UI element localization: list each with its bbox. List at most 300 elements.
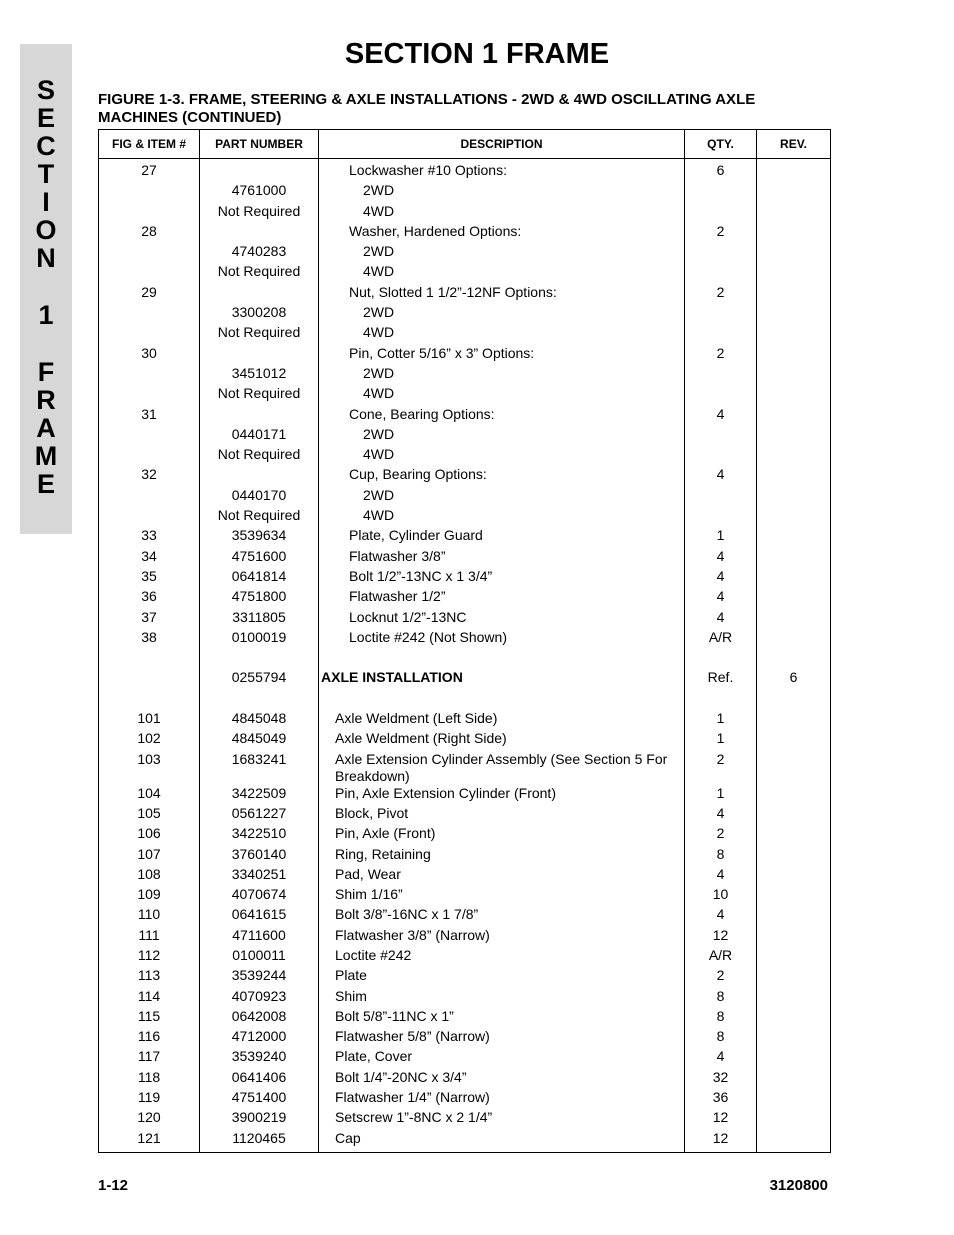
cell-description xyxy=(319,805,685,825)
cell-part-number: 3900219 xyxy=(200,1109,319,1129)
description-text: AXLE INSTALLATION xyxy=(321,669,463,686)
description-text: Bolt 1/2”-13NC x 1 3/4” xyxy=(349,567,493,584)
description-text: Pin, Axle (Front) xyxy=(335,825,436,842)
figure-title xyxy=(98,91,838,127)
cell-item: 29 xyxy=(99,284,200,304)
cell-qty: 10 xyxy=(685,886,757,906)
cell-qty: 4 xyxy=(685,1048,757,1068)
cell-item: 108 xyxy=(99,866,200,886)
cell-qty: 4 xyxy=(685,805,757,825)
cell-rev xyxy=(757,710,831,730)
cell-description xyxy=(319,967,685,987)
cell-rev xyxy=(757,263,831,283)
cell-qty: 1 xyxy=(685,730,757,750)
table-row xyxy=(99,223,831,243)
cell-description xyxy=(319,284,685,304)
cell-rev xyxy=(757,947,831,967)
cell-description xyxy=(319,548,685,568)
cell-part-number: 0440171 xyxy=(200,426,319,446)
cell-description xyxy=(319,507,685,527)
cell-qty: 4 xyxy=(685,609,757,629)
cell-part-number: 1683241 xyxy=(200,751,319,785)
cell-rev xyxy=(757,406,831,426)
cell-qty xyxy=(685,182,757,202)
cell-part-number: 3760140 xyxy=(200,846,319,866)
table-row xyxy=(99,548,831,568)
cell-part-number xyxy=(200,284,319,304)
table-row xyxy=(99,182,831,202)
table-row xyxy=(99,263,831,283)
cell-item: 118 xyxy=(99,1069,200,1089)
description-text: Loctite #242 (Not Shown) xyxy=(349,628,507,645)
cell-description xyxy=(319,886,685,906)
cell-description xyxy=(319,588,685,608)
cell-rev xyxy=(757,629,831,649)
table-row xyxy=(99,1109,831,1129)
figure-title-line2: MACHINES (CONTINUED) xyxy=(98,109,282,126)
cell-item: 114 xyxy=(99,988,200,1008)
cell-rev xyxy=(757,223,831,243)
cell-item: 110 xyxy=(99,906,200,926)
cell-rev xyxy=(757,825,831,845)
cell-description xyxy=(319,690,685,710)
description-text: 2WD xyxy=(363,182,395,199)
page-number: 1-12 xyxy=(98,1177,129,1194)
side-tab-letter: N xyxy=(36,243,56,273)
cell-rev xyxy=(757,1109,831,1129)
cell-description xyxy=(319,324,685,344)
cell-description xyxy=(319,466,685,486)
description-text: Flatwasher 3/8” (Narrow) xyxy=(335,926,490,943)
cell-item: 103 xyxy=(99,751,200,785)
cell-item: 105 xyxy=(99,805,200,825)
cell-item xyxy=(99,385,200,405)
cell-description xyxy=(319,710,685,730)
cell-part-number: 0440170 xyxy=(200,487,319,507)
description-text: Flatwasher 1/4” (Narrow) xyxy=(335,1089,490,1106)
cell-rev xyxy=(757,527,831,547)
cell-description xyxy=(319,304,685,324)
cell-description xyxy=(319,1089,685,1109)
table-row xyxy=(99,649,831,669)
table-row xyxy=(99,345,831,365)
description-text: Flatwasher 3/8” xyxy=(349,547,446,564)
cell-item xyxy=(99,426,200,446)
cell-item: 109 xyxy=(99,886,200,906)
description-text: Bolt 3/8”-16NC x 1 7/8” xyxy=(335,906,479,923)
cell-qty: Ref. xyxy=(685,669,757,689)
table-row xyxy=(99,988,831,1008)
description-text: Washer, Hardened Options: xyxy=(349,222,522,239)
cell-item xyxy=(99,507,200,527)
description-text: 2WD xyxy=(363,243,395,260)
cell-item: 36 xyxy=(99,588,200,608)
cell-part-number: 0255794 xyxy=(200,669,319,689)
cell-part-number: 0642008 xyxy=(200,1008,319,1028)
cell-description xyxy=(319,609,685,629)
column-header-item: FIG & ITEM # xyxy=(99,130,200,159)
cell-item xyxy=(99,182,200,202)
table-row xyxy=(99,730,831,750)
cell-rev xyxy=(757,846,831,866)
cell-item xyxy=(99,203,200,223)
cell-description xyxy=(319,1109,685,1129)
cell-qty: 8 xyxy=(685,988,757,1008)
description-text: Pad, Wear xyxy=(335,865,401,882)
cell-part-number xyxy=(200,223,319,243)
cell-rev xyxy=(757,203,831,223)
cell-rev xyxy=(757,967,831,987)
cell-item: 113 xyxy=(99,967,200,987)
cell-description xyxy=(319,487,685,507)
cell-qty xyxy=(685,487,757,507)
cell-rev xyxy=(757,1069,831,1089)
column-header-part-number: PART NUMBER xyxy=(200,130,319,159)
table-row xyxy=(99,866,831,886)
cell-rev xyxy=(757,182,831,202)
cell-part-number: 4070674 xyxy=(200,886,319,906)
description-text: Setscrew 1”-8NC x 2 1/4” xyxy=(335,1109,493,1126)
description-text: Plate, Cover xyxy=(335,1048,413,1065)
description-text: 2WD xyxy=(363,425,395,442)
description-text: Bolt 1/4”-20NC x 3/4” xyxy=(335,1068,467,1085)
cell-part-number xyxy=(200,159,319,183)
table-row xyxy=(99,710,831,730)
cell-part-number: Not Required xyxy=(200,263,319,283)
page-title: SECTION 1 FRAME xyxy=(344,38,610,70)
cell-description xyxy=(319,1069,685,1089)
description-text: 4WD xyxy=(363,385,395,402)
side-tab-letter: C xyxy=(36,131,56,161)
cell-description xyxy=(319,866,685,886)
description-text: 4WD xyxy=(363,263,395,280)
side-tab-letter xyxy=(20,272,72,301)
cell-part-number: Not Required xyxy=(200,446,319,466)
table-row xyxy=(99,751,831,785)
table-row xyxy=(99,446,831,466)
cell-item xyxy=(99,304,200,324)
cell-qty xyxy=(685,263,757,283)
table-row xyxy=(99,304,831,324)
table-row xyxy=(99,609,831,629)
cell-rev xyxy=(757,385,831,405)
cell-part-number: 3539240 xyxy=(200,1048,319,1068)
description-text: 2WD xyxy=(363,486,395,503)
cell-qty: 12 xyxy=(685,927,757,947)
table-row xyxy=(99,466,831,486)
cell-item xyxy=(99,487,200,507)
cell-part-number: Not Required xyxy=(200,324,319,344)
description-text: Cone, Bearing Options: xyxy=(349,405,495,422)
figure-title-line1: FIGURE 1-3. FRAME, STEERING & AXLE INSTALLATIONS - 2WD & 4WD OSCILLATING AXLE xyxy=(98,91,756,108)
cell-part-number: 0641406 xyxy=(200,1069,319,1089)
cell-rev xyxy=(757,751,831,785)
cell-qty: 8 xyxy=(685,1008,757,1028)
cell-qty xyxy=(685,385,757,405)
cell-rev xyxy=(757,466,831,486)
side-tab-letter: T xyxy=(37,159,55,189)
parts-table xyxy=(98,129,831,1153)
cell-part-number: 3300208 xyxy=(200,304,319,324)
cell-part-number: 4751600 xyxy=(200,548,319,568)
cell-qty: 4 xyxy=(685,866,757,886)
table-row xyxy=(99,785,831,805)
cell-item: 115 xyxy=(99,1008,200,1028)
description-text: Flatwasher 5/8” (Narrow) xyxy=(335,1028,490,1045)
cell-part-number: 3422509 xyxy=(200,785,319,805)
cell-qty: 12 xyxy=(685,1109,757,1129)
table-row xyxy=(99,886,831,906)
cell-rev xyxy=(757,426,831,446)
cell-description xyxy=(319,243,685,263)
cell-part-number: 4070923 xyxy=(200,988,319,1008)
cell-rev xyxy=(757,365,831,385)
cell-part-number: Not Required xyxy=(200,203,319,223)
cell-item: 33 xyxy=(99,527,200,547)
description-text: Bolt 5/8”-11NC x 1” xyxy=(335,1007,454,1024)
cell-rev xyxy=(757,1130,831,1153)
cell-rev xyxy=(757,324,831,344)
cell-description xyxy=(319,159,685,183)
table-row xyxy=(99,385,831,405)
cell-qty: 2 xyxy=(685,967,757,987)
cell-rev xyxy=(757,649,831,669)
cell-description xyxy=(319,1008,685,1028)
side-tab-letter: A xyxy=(36,413,56,443)
cell-description xyxy=(319,223,685,243)
cell-rev xyxy=(757,507,831,527)
description-text: Axle Weldment (Left Side) xyxy=(335,710,498,727)
cell-rev xyxy=(757,345,831,365)
table-row xyxy=(99,1028,831,1048)
side-tab-letter: E xyxy=(36,103,55,133)
description-text: Locknut 1/2”-13NC xyxy=(349,608,467,625)
cell-rev xyxy=(757,730,831,750)
cell-qty: 8 xyxy=(685,846,757,866)
cell-part-number: Not Required xyxy=(200,507,319,527)
cell-rev xyxy=(757,906,831,926)
cell-description xyxy=(319,730,685,750)
cell-item: 102 xyxy=(99,730,200,750)
side-tab-letter: I xyxy=(42,187,50,217)
cell-rev xyxy=(757,785,831,805)
description-text: Plate xyxy=(335,967,367,984)
cell-part-number: 4845049 xyxy=(200,730,319,750)
cell-item: 31 xyxy=(99,406,200,426)
column-header-description: DESCRIPTION xyxy=(319,130,685,159)
table-row xyxy=(99,1008,831,1028)
table-row xyxy=(99,487,831,507)
cell-item xyxy=(99,243,200,263)
table-row xyxy=(99,1069,831,1089)
table-row xyxy=(99,426,831,446)
table-row xyxy=(99,906,831,926)
table-row xyxy=(99,284,831,304)
table-row xyxy=(99,406,831,426)
table-row xyxy=(99,568,831,588)
cell-item xyxy=(99,324,200,344)
cell-description xyxy=(319,406,685,426)
cell-description xyxy=(319,426,685,446)
description-text: Axle Weldment (Right Side) xyxy=(335,730,507,747)
description-text: 2WD xyxy=(363,364,395,381)
table-header-row xyxy=(99,130,831,159)
side-tab-letter xyxy=(20,329,72,358)
cell-description xyxy=(319,669,685,689)
table-row xyxy=(99,927,831,947)
cell-description xyxy=(319,182,685,202)
cell-qty: 1 xyxy=(685,710,757,730)
cell-part-number: 0100011 xyxy=(200,947,319,967)
cell-part-number xyxy=(200,649,319,669)
cell-qty: A/R xyxy=(685,629,757,649)
cell-description xyxy=(319,527,685,547)
cell-item: 27 xyxy=(99,159,200,183)
cell-qty: 4 xyxy=(685,568,757,588)
description-text: Nut, Slotted 1 1/2”-12NF Options: xyxy=(349,283,557,300)
cell-item: 104 xyxy=(99,785,200,805)
description-text: 4WD xyxy=(363,324,395,341)
cell-item: 107 xyxy=(99,846,200,866)
description-text: Shim 1/16” xyxy=(335,886,403,903)
cell-rev xyxy=(757,243,831,263)
cell-rev xyxy=(757,588,831,608)
description-text: Cap xyxy=(335,1129,361,1146)
cell-part-number: 3422510 xyxy=(200,825,319,845)
table-row xyxy=(99,967,831,987)
cell-qty: 36 xyxy=(685,1089,757,1109)
cell-part-number xyxy=(200,466,319,486)
table-row xyxy=(99,527,831,547)
cell-qty xyxy=(685,690,757,710)
description-text: 4WD xyxy=(363,202,395,219)
cell-part-number: 3451012 xyxy=(200,365,319,385)
cell-item xyxy=(99,690,200,710)
table-row xyxy=(99,243,831,263)
table-row xyxy=(99,690,831,710)
cell-description xyxy=(319,927,685,947)
table-row xyxy=(99,1130,831,1153)
side-tab-letter: 1 xyxy=(38,300,54,330)
cell-part-number: 0641814 xyxy=(200,568,319,588)
cell-item xyxy=(99,446,200,466)
description-text: Loctite #242 xyxy=(335,946,412,963)
cell-part-number: 4712000 xyxy=(200,1028,319,1048)
description-text: 2WD xyxy=(363,304,395,321)
cell-qty: 2 xyxy=(685,223,757,243)
cell-part-number: 3539244 xyxy=(200,967,319,987)
cell-part-number: 0100019 xyxy=(200,629,319,649)
cell-rev xyxy=(757,988,831,1008)
description-text: 4WD xyxy=(363,446,395,463)
cell-description xyxy=(319,825,685,845)
cell-rev xyxy=(757,1089,831,1109)
cell-qty: 2 xyxy=(685,284,757,304)
cell-description xyxy=(319,751,685,785)
description-text: Axle Extension Cylinder Assembly (See Section 5 For Breakdown) xyxy=(335,750,668,784)
table-row xyxy=(99,365,831,385)
description-text: Cup, Bearing Options: xyxy=(349,466,487,483)
cell-part-number: 4845048 xyxy=(200,710,319,730)
cell-item: 28 xyxy=(99,223,200,243)
description-text: 4WD xyxy=(363,507,395,524)
cell-description xyxy=(319,906,685,926)
cell-part-number: 4711600 xyxy=(200,927,319,947)
cell-item: 117 xyxy=(99,1048,200,1068)
cell-item: 35 xyxy=(99,568,200,588)
cell-qty: 2 xyxy=(685,825,757,845)
cell-rev xyxy=(757,548,831,568)
side-tab-letter: O xyxy=(35,215,57,245)
cell-part-number: Not Required xyxy=(200,385,319,405)
cell-rev xyxy=(757,568,831,588)
cell-qty: 4 xyxy=(685,466,757,486)
description-text: Ring, Retaining xyxy=(335,845,431,862)
cell-item: 101 xyxy=(99,710,200,730)
cell-qty: 32 xyxy=(685,1069,757,1089)
description-text: Flatwasher 1/2” xyxy=(349,588,446,605)
cell-qty xyxy=(685,507,757,527)
cell-qty: 8 xyxy=(685,1028,757,1048)
cell-rev xyxy=(757,1048,831,1068)
cell-qty xyxy=(685,426,757,446)
cell-qty: 2 xyxy=(685,751,757,785)
cell-qty xyxy=(685,649,757,669)
cell-rev xyxy=(757,886,831,906)
cell-qty xyxy=(685,243,757,263)
cell-item: 116 xyxy=(99,1028,200,1048)
cell-qty: 12 xyxy=(685,1130,757,1153)
cell-description xyxy=(319,385,685,405)
cell-rev xyxy=(757,284,831,304)
cell-description xyxy=(319,1130,685,1153)
cell-item: 32 xyxy=(99,466,200,486)
table-row xyxy=(99,825,831,845)
cell-item: 120 xyxy=(99,1109,200,1129)
cell-part-number: 1120465 xyxy=(200,1130,319,1153)
cell-part-number: 3539634 xyxy=(200,527,319,547)
table-row xyxy=(99,1089,831,1109)
cell-rev xyxy=(757,927,831,947)
cell-item: 38 xyxy=(99,629,200,649)
cell-item: 37 xyxy=(99,609,200,629)
table-row xyxy=(99,324,831,344)
cell-part-number: 3340251 xyxy=(200,866,319,886)
table-row xyxy=(99,947,831,967)
side-tab-letter: R xyxy=(36,385,56,415)
cell-item: 106 xyxy=(99,825,200,845)
cell-item xyxy=(99,263,200,283)
cell-part-number: 4751800 xyxy=(200,588,319,608)
cell-part-number: 0641615 xyxy=(200,906,319,926)
cell-part-number: 4761000 xyxy=(200,182,319,202)
cell-description xyxy=(319,785,685,805)
table-row xyxy=(99,629,831,649)
cell-qty: 4 xyxy=(685,548,757,568)
side-tab-letter: F xyxy=(37,357,55,387)
cell-description xyxy=(319,345,685,365)
cell-rev: 6 xyxy=(757,669,831,689)
table-row xyxy=(99,669,831,689)
cell-description xyxy=(319,947,685,967)
cell-item: 34 xyxy=(99,548,200,568)
cell-description xyxy=(319,649,685,669)
cell-qty xyxy=(685,304,757,324)
cell-qty: 4 xyxy=(685,406,757,426)
cell-item: 119 xyxy=(99,1089,200,1109)
table-row xyxy=(99,159,831,183)
description-text: Lockwasher #10 Options: xyxy=(349,162,507,178)
